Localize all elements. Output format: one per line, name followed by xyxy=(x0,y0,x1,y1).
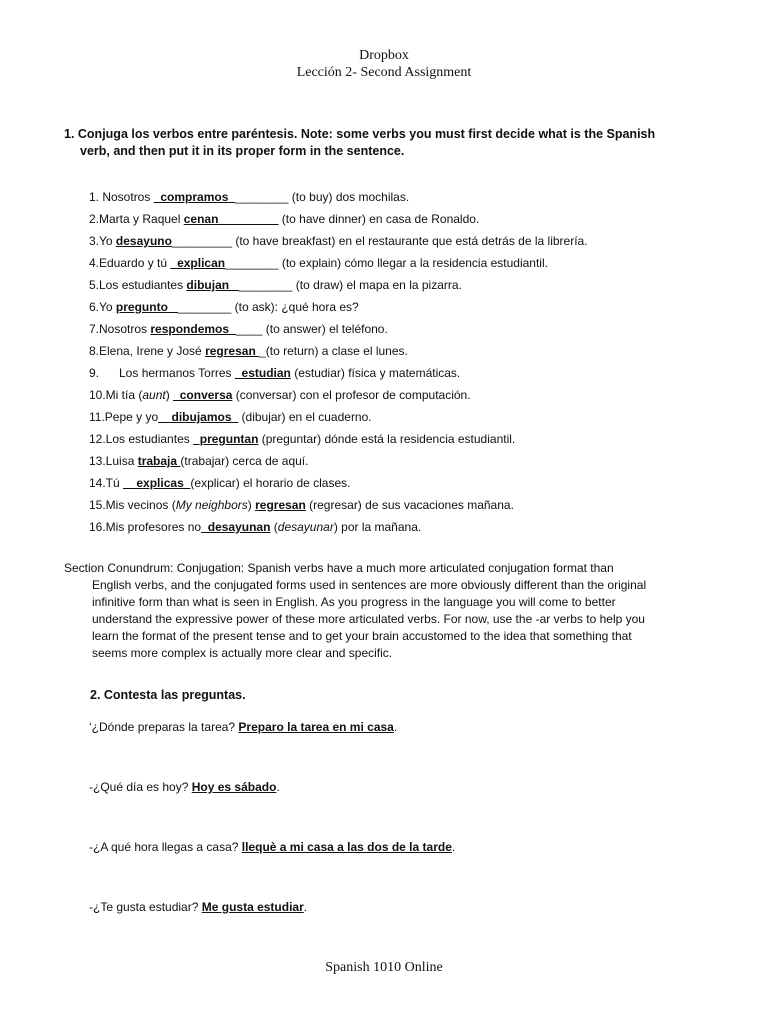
item-prefix: 11.Pepe y yo xyxy=(89,410,159,424)
question-1-line-2: verb, and then put it in its proper form in the sentence. xyxy=(80,144,405,158)
item-answer: _conversa xyxy=(173,388,233,402)
answer-text: Me gusta estudiar xyxy=(201,900,304,914)
question-answer xyxy=(89,900,307,914)
answer-text: llequè a mi casa a las dos de la tarde xyxy=(241,840,452,854)
item-suffix: (to have dinner) en casa de Ronaldo. xyxy=(278,212,480,226)
item-prefix: 4.Eduardo y tú xyxy=(89,256,171,270)
question-answer xyxy=(89,720,397,734)
item-answer: _preguntan xyxy=(193,432,259,446)
item-suffix: (explicar) el horario de clases. xyxy=(190,476,351,490)
item-answer: cenan_________ xyxy=(183,212,279,226)
conjugation-item xyxy=(89,516,709,538)
conjugation-item xyxy=(89,318,709,340)
item-suffix: (conversar) con el profesor de computación. xyxy=(232,388,471,402)
section-line: seems more complex is actually more clear and specific. xyxy=(92,646,393,660)
item-answer: pregunto _ xyxy=(115,300,178,314)
conjugation-item xyxy=(89,252,709,274)
item-suffix: _________ (to have breakfast) en el restaurante que está detrás de la librería. xyxy=(171,234,588,248)
item-italic-word: My neighbors xyxy=(175,498,248,512)
item-prefix: 7.Nosotros xyxy=(89,322,151,336)
question-text: ‘¿Dónde preparas la tarea? xyxy=(89,720,239,734)
conjugation-item xyxy=(89,230,709,252)
document-title: Dropbox xyxy=(359,48,409,63)
conjugation-item xyxy=(89,296,709,318)
item-prefix: 6.Yo xyxy=(89,300,116,314)
question-1-instructions xyxy=(64,126,664,160)
conjugation-item xyxy=(89,428,709,450)
item-suffix: (trabajar) cerca de aquí. xyxy=(180,454,309,468)
item-answer: desayuno xyxy=(115,234,172,248)
item-answer: trabaja xyxy=(137,454,181,468)
conjugation-list xyxy=(89,186,709,538)
conjugation-item xyxy=(89,186,709,208)
document-footer: Spanish 1010 Online xyxy=(325,960,443,975)
conjugation-item xyxy=(89,362,709,384)
item-prefix: 16.Mis profesores no xyxy=(89,520,202,534)
question-text: -¿Qué día es hoy? xyxy=(89,780,192,794)
item-suffix: (dibujar) en el cuaderno. xyxy=(238,410,372,424)
item-prefix: 10.Mi tía (aunt) xyxy=(89,388,174,402)
item-suffix: ________ (to ask): ¿qué hora es? xyxy=(177,300,359,314)
item-prefix: 12.Los estudiantes xyxy=(89,432,194,446)
question-text: -¿Te gusta estudiar? xyxy=(89,900,202,914)
item-prefix: 15.Mis vecinos (My neighbors) xyxy=(89,498,256,512)
item-prefix: 14.Tú xyxy=(89,476,124,490)
conjugation-item xyxy=(89,384,709,406)
item-prefix: 13.Luisa xyxy=(89,454,138,468)
section-conundrum xyxy=(64,560,684,662)
item-answer: __explicas_ xyxy=(123,476,191,490)
question-answer xyxy=(89,840,455,854)
item-answer: regresan xyxy=(255,498,306,512)
answer-period: . xyxy=(276,780,280,794)
conjugation-item xyxy=(89,494,709,516)
question-text: -¿A qué hora llegas a casa? xyxy=(89,840,242,854)
item-prefix: 9. Los hermanos Torres xyxy=(89,366,235,380)
question-1-line-1: 1. Conjuga los verbos entre paréntesis. Note: some verbs you must first decide what is the Spanish xyxy=(64,127,656,141)
section-line: understand the expressive power of these more articulated verbs. For now, use the -ar verbs to help you xyxy=(92,612,645,626)
conjugation-item xyxy=(89,450,709,472)
item-suffix: ________ (to explain) cómo llegar a la residencia estudiantil. xyxy=(225,256,548,270)
item-suffix: (estudiar) física y matemáticas. xyxy=(290,366,461,380)
question-answer xyxy=(89,780,280,794)
item-answer: regresan xyxy=(205,344,260,358)
item-answer: _estudian xyxy=(234,366,291,380)
item-prefix: 8.Elena, Irene y José xyxy=(89,344,206,358)
answer-period: . xyxy=(451,840,456,854)
conjugation-item xyxy=(89,406,709,428)
item-prefix: 5.Los estudiantes xyxy=(89,278,187,292)
item-italic-word: desayunar xyxy=(277,520,334,534)
item-suffix: _(to return) a clase el lunes. xyxy=(259,344,408,358)
item-suffix: ________ (to draw) el mapa en la pizarra. xyxy=(239,278,462,292)
conjugation-item xyxy=(89,472,709,494)
item-answer: _explican xyxy=(170,256,226,270)
item-answer: _compramos_ xyxy=(153,190,236,204)
item-suffix: ____ (to answer) el teléfono. xyxy=(235,322,388,336)
item-suffix: (regresar) de sus vacaciones mañana. xyxy=(305,498,514,512)
item-prefix: 3.Yo xyxy=(89,234,116,248)
conjugation-item xyxy=(89,208,709,230)
answer-text: Hoy es sábado xyxy=(191,780,277,794)
answer-period: . xyxy=(303,900,308,914)
item-prefix: 2.Marta y Raquel xyxy=(89,212,184,226)
section-line: infinitive form than what is seen in English. As you progress in the language you will come to better xyxy=(92,595,616,609)
conjugation-item xyxy=(89,274,709,296)
item-suffix: (preguntar) dónde está la residencia estudiantil. xyxy=(258,432,516,446)
item-answer: dibujan _ xyxy=(186,278,240,292)
item-answer: respondemos_ xyxy=(150,322,236,336)
document-subtitle: Lección 2- Second Assignment xyxy=(296,65,472,80)
item-suffix: (desayunar) por la mañana. xyxy=(270,520,422,534)
question-2-heading: 2. Contesta las preguntas. xyxy=(90,688,246,702)
section-line: English verbs, and the conjugated forms used in sentences are more obviously different than the original xyxy=(92,578,647,592)
section-line: learn the format of the present tense and to get your brain accustomed to the idea that something that xyxy=(92,629,632,643)
item-answer: __dibujamos_ xyxy=(158,410,239,424)
answer-period: . xyxy=(393,720,398,734)
conjugation-item xyxy=(89,340,709,362)
item-suffix: ________ (to buy) dos mochilas. xyxy=(235,190,410,204)
section-line-1: Section Conundrum: Conjugation: Spanish verbs have a much more articulated conjugation format than xyxy=(64,561,614,575)
item-answer: _desayunan xyxy=(201,520,271,534)
item-italic-word: aunt xyxy=(142,388,166,402)
answer-text: Preparo la tarea en mi casa xyxy=(238,720,394,734)
item-prefix: 1. Nosotros xyxy=(89,190,154,204)
